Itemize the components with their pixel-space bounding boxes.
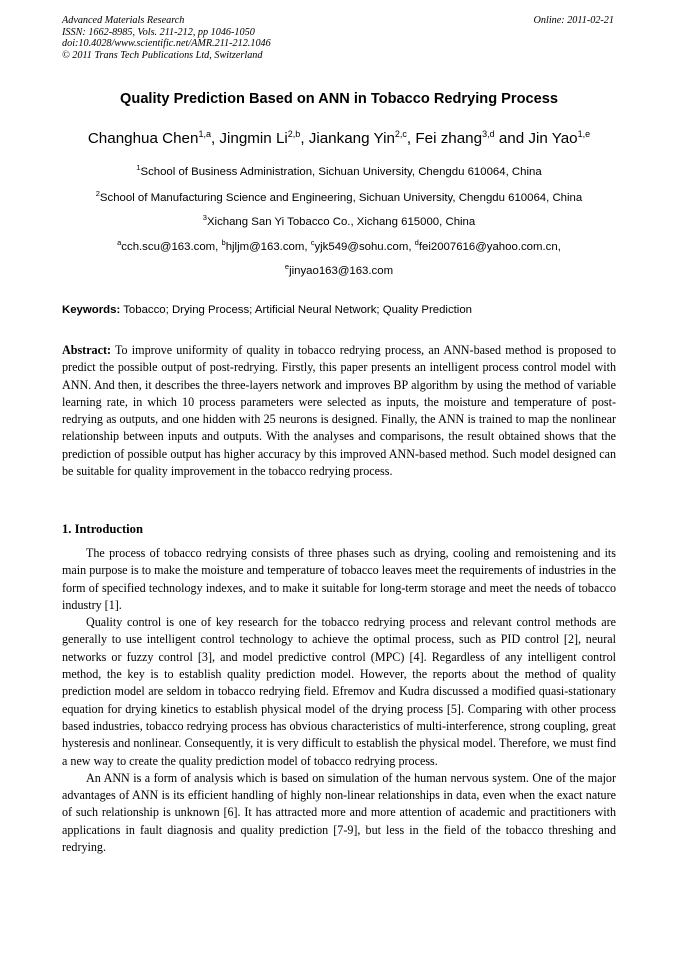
journal-header <box>62 15 271 61</box>
author-name: Jiankang Yin <box>308 130 395 147</box>
keywords-label: Keywords: <box>62 304 121 316</box>
copyright-line: © 2011 Trans Tech Publications Ltd, Switzerland <box>62 49 263 61</box>
keywords <box>62 304 616 316</box>
author-name: Fei zhang <box>415 130 483 147</box>
affiliation-1: $^1$School of Business Administration, Sichuan University, Chengdu 610064, China <box>136 163 542 178</box>
online-date: Online: 2011-02-21 <box>533 15 614 26</box>
email-list: $^a$cch.scu@163.com, $^b$hjljm@163.com, $^c$yjk549@sohu.com, $^d$fei2007616@yahoo.com.cn, <box>117 238 561 253</box>
author-sup: 1,e <box>577 129 591 139</box>
author-sup: 2,c <box>394 129 407 139</box>
abstract <box>62 342 616 480</box>
author-sup: 3,d <box>482 129 495 139</box>
paper-title: Quality Prediction Based on ANN in Tobacco Redrying Process <box>120 91 558 107</box>
author-name: Jingmin Li <box>219 130 288 147</box>
abstract-label: Abstract: <box>62 343 112 357</box>
doi-line: doi:10.4028/www.scientific.net/AMR.211-212.1046 <box>62 38 271 50</box>
email-list-cont: $^e$jinyao163@163.com <box>284 262 394 277</box>
section-heading: 1. Introduction <box>62 522 143 536</box>
paragraph: An ANN is a form of analysis which is based on simulation of the human nervous system. One of the major advantages of ANN is its efficient handling of highly non-linear relationships in data, even when the exact nature of such relationship is unknown [6]. It has attracted more and more attention of academic and practitioners with applications in fault diagnosis and quality prediction [7-9], but less in the field of the tobacco threshing and redrying. <box>62 770 616 855</box>
email[interactable]: fei2007616@yahoo.com.cn <box>418 241 558 253</box>
email[interactable]: jinyao163@163.com <box>289 265 394 277</box>
author-name: Changhua Chen <box>87 130 199 147</box>
affiliation-3: $^3$Xichang San Yi Tobacco Co., Xichang 615000, China <box>202 213 476 228</box>
author-sup: 1,a <box>198 129 211 139</box>
author-sup: 2,b <box>287 129 301 139</box>
affiliation-2: $^2$School of Manufacturing Science and Engineering, Sichuan University, Chengdu 610064, China <box>95 189 583 204</box>
issn-line: ISSN: 1662-8985, Vols. 211-212, pp 1046-1050 <box>62 26 255 38</box>
introduction-body <box>62 545 616 856</box>
email[interactable]: cch.scu@163.com <box>121 241 216 253</box>
abstract-text: To improve uniformity of quality in tobacco redrying process, an ANN-based method is proposed to predict the possible output of post-redrying. Firstly, this paper presents an intelligent process control model with ANN. And then, it describes the three-layers network and improves BP algorithm by using the method of variable learning rate, in which 10 process parameters were selected as inputs, the moisture and temperature of post-redrying as outputs, and one hidden with 25 neurons is designed. Finally, the ANN is trained to map the nonlinear relationship between inputs and outputs. With the analyses and comparisons, the result obtained shows that the prediction of possible output has higher accuracy by this improved ANN-based method. Such model designed can be suitable for quality improvement in the tobacco redrying process. <box>62 343 616 479</box>
email[interactable]: hjljm@163.com <box>225 241 305 253</box>
author-list: Changhua Chen$^{1,a}$, Jingmin Li$^{2,b}$, Jiankang Yin$^{2,c}$, Fei zhang$^{3,d}$ and Jin Yao$^{1,e}$ <box>87 129 591 147</box>
paragraph: The process of tobacco redrying consists of three phases such as drying, cooling and remoistening and its main purpose is to make the moisture and temperature of tobacco leaves meet the requirements of industries in the form of specified technology indexes, and to make it suitable for long-term storage and meet the needs of tobacco industry [1]. <box>62 546 616 612</box>
email[interactable]: yjk549@sohu.com <box>314 241 409 253</box>
journal-name: Advanced Materials Research <box>62 15 185 26</box>
author-name: Jin Yao <box>528 130 578 147</box>
paragraph: Quality control is one of key research for the tobacco redrying process and relevant control methods are generally to use intelligent control technology to achieve the optimal process, such as PID control [2], neural networks or fuzzy control [3], and model predictive control (MPC) [4]. Regardless of any intelligent control method, the key is to establish quality prediction model. However, the reports about the method of quality prediction model are seldom in tobacco redrying field. Efremov and Kudra discussed a modified quasi-stationary equation for drying kinetics to establish physical model of the drying process [5]. Comparing with other process based industries, tobacco redrying process has obvious characteristics of multi-interference, strong coupling, great hysteresis and nonlinear. Consequently, it is very difficult to establish the physical model. Therefore, we must find a new way to create the quality prediction model of tobacco redrying process. <box>62 615 616 768</box>
keywords-text: Tobacco; Drying Process; Artificial Neural Network; Quality Prediction <box>123 304 473 316</box>
